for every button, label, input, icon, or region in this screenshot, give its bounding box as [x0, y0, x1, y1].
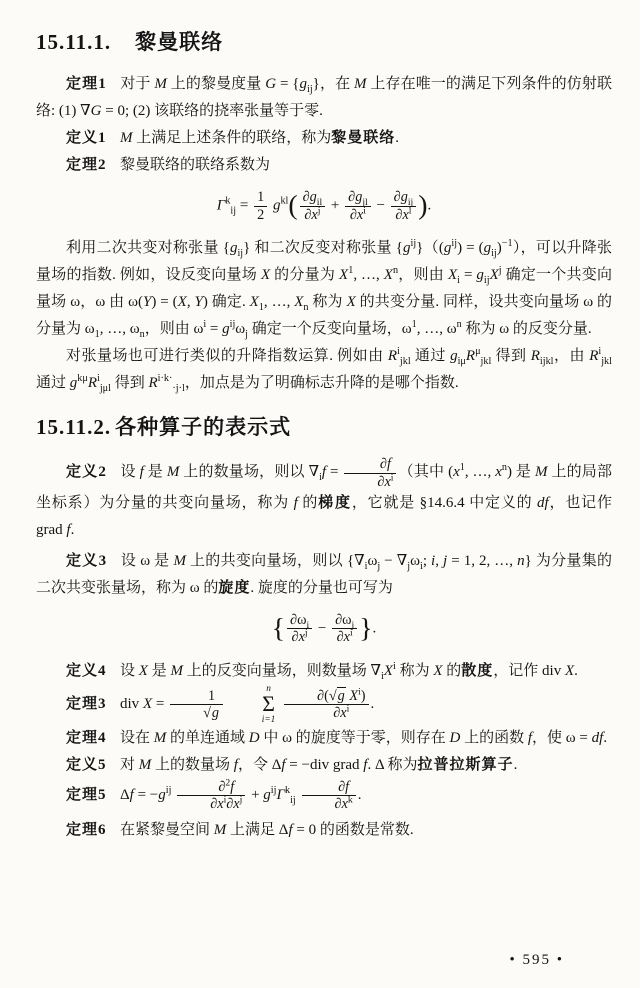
- page-number: • 595 •: [509, 952, 564, 968]
- theorem-6: [36, 817, 612, 844]
- christoffel-symbols-formula: $\Gamma^k_{ij}$ = $\frac{1}{2}$ $g^{kl}$( $\frac{\partial g_{il}}{\partial x^j}$ + $\frac{\partial g_{jl}}{\partial x^i}$ − $\frac{\partial g_{ij}}{\partial x^l}$ ).: [216, 189, 432, 223]
- definition-1-body: M 上满足上述条件的联络，称为黎曼联络.: [120, 130, 400, 147]
- theorem-2: [36, 152, 612, 179]
- theorem-4-body: 设在 M 的单连通域 D 中 ω 的旋度等于零，则存在 D 上的函数 f，使 ω = df.: [120, 729, 608, 746]
- theorem-3-label: 定理3: [66, 696, 107, 713]
- definition-3: [36, 548, 612, 602]
- theorem-3: [36, 685, 612, 725]
- paragraph-index-raising: 利用二次共变对称张量 $\{g_{ij}\}$ 和二次反变对称张量 $\{g^{ij}\}((g^{ij}) = (g_{ij})^{-1})$，可以升降张量场的指数. 例如，设反变向量场 X 的分量为 $X^1$, …, $X^n$，则由 $X_i = g_{ij}X^j$ 确定一个共变向量场 ω，ω 由 ω(Y) = (X, Y) 确定. $X_1$, …, $X_n$ 称为 X 的共变分量. 同样，设共变向量场 ω 的分量为 $\omega_1$, …, $\omega_n$，则由 $\omega^i = g^{ij}\omega_j$ 确定一个反变向量场，$\omega^1$, …, $\omega^n$ 称为 ω 的反变分量.: [36, 237, 613, 340]
- theorem-6-body: 在紧黎曼空间 M 上满足 Δf = 0 的函数是常数.: [120, 821, 414, 838]
- theorem-1-body: 对于 M 上的黎曼度量 $G = \{g_{ij}\}$，在 M 上存在唯一的满足下列条件的仿射联络: (1) ∇G = 0; (2) 该联络的挠率张量等于零.: [36, 76, 612, 120]
- definition-2-label: 定义2: [66, 464, 107, 481]
- definition-4: [36, 658, 612, 685]
- paragraph-tensor-indices: 对张量场也可进行类似的升降指数运算. 例如由 $R^i_{jkl}$ 通过 $g_{i\mu}R^\mu_{jkl}$ 得到 $R_{ijkl}$，由 $R^i_{jkl}$ 通过 $g^{k\mu}R^i_{j\mu l}$ 得到 $R^{i\cdot k\cdot}_{\cdot j\cdot l}$，加点是为了明确标志升降的是哪个指数.: [36, 345, 612, 394]
- laplacian-formula: $\Delta f = -g^{ij}$ $\frac{\partial^2f}{\partial x^i\partial x^j}$ + $g^{ij}\Gamma^k_{ij}$ $\frac{\partial f}{\partial x^k}$ .: [120, 777, 362, 813]
- theorem-4-label: 定理4: [66, 729, 107, 746]
- definition-4-body: 设 X 是 M 上的反变向量场，则数量场 $\nabla_iX^i$ 称为 X 的散度，记作 div X.: [120, 660, 578, 682]
- definition-5-body: 对 M 上的数量场 f，令 Δf = −div grad f. Δ 称为拉普拉斯算子.: [120, 756, 518, 773]
- theorem-2-label: 定理2: [66, 157, 107, 174]
- definition-3-label: 定义3: [66, 552, 108, 569]
- divergence-formula: div X = $\frac{1}{√g}$ n Σ i=1 $\frac{\partial(√g X^i)}{\partial x^i}$ .: [120, 683, 375, 725]
- section-title: 各种算子的表示式: [115, 414, 292, 439]
- theorem-4: [36, 725, 612, 752]
- definition-5: [36, 752, 612, 779]
- theorem-1: [36, 71, 612, 125]
- theorem-5-label: 定理5: [66, 787, 107, 804]
- theorem-2-lead: 黎曼联络的联络系数为: [120, 157, 271, 174]
- section-number: 15.11.2.: [36, 414, 112, 439]
- theorem-6-label: 定理6: [66, 821, 107, 838]
- definition-1: [36, 125, 612, 152]
- section-number: 15.11.1.: [36, 30, 112, 54]
- section-heading-15-11-2: [36, 415, 612, 440]
- definition-2-body: 设 f 是 M 上的数量场，则以 $\nabla_if$ = $\frac{\partial f}{\partial x^i}$ （其中 ($x^1$, …, $x^n$) 是 M 上的局部坐标系）为分量的共变向量场，称为 f 的梯度，它就是 §14.6.4 中定义的 df，也记作 grad f.: [36, 456, 612, 538]
- curl-components-formula: { $\frac{\partial\omega_i}{\partial x^j}$ − $\frac{\partial\omega_j}{\partial x^i}$ }.: [271, 611, 377, 646]
- definition-5-label: 定义5: [66, 756, 107, 773]
- section-title: 黎曼联络: [135, 30, 224, 54]
- definition-1-label: 定义1: [66, 130, 107, 147]
- definition-2: [36, 456, 612, 544]
- theorem-5: [36, 779, 612, 813]
- definition-4-label: 定义4: [66, 662, 107, 679]
- theorem-1-label: 定理1: [66, 76, 107, 93]
- section-heading-15-11-1: [36, 30, 612, 55]
- definition-3-body: 设 ω 是 M 上的共变向量场，则以 {$\nabla_i\omega_j - \nabla_j\omega_i$; i, j = 1, 2, …, n} 为分量集的二次共变张量场，称为 ω 的旋度. 旋度的分量也可写为: [36, 552, 613, 596]
